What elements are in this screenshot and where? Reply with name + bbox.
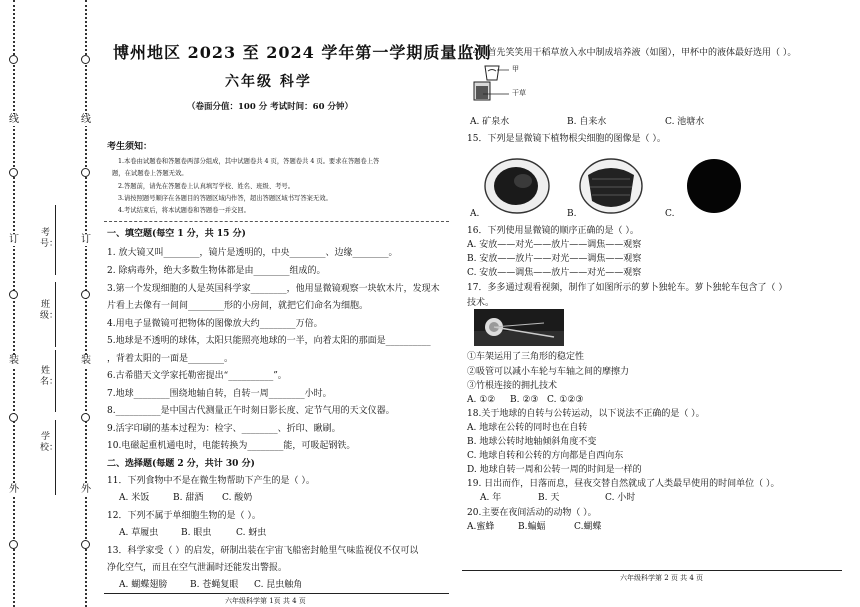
- school-label: 学校：: [40, 432, 59, 453]
- q12-option-c: C. 蚜虫: [236, 528, 267, 538]
- fig-label-straw: 干草: [512, 89, 526, 97]
- dotted-cut-line: [13, 0, 15, 607]
- question-15: 15．下列是显微镜下植物根尖细胞的图像是（ ）。: [467, 134, 666, 144]
- section-fill-heading: 一、填空题(每空 1 分，共 15 分): [107, 229, 246, 239]
- q18-option-a: A. 地球在公转的同时也在自转: [467, 423, 588, 433]
- binding-label: 线: [9, 114, 19, 125]
- binding-label: 外: [81, 484, 91, 495]
- exam-title: 博州地区 2023 至 2024 学年第一学期质量监测: [113, 43, 492, 62]
- question-3: 3.第一个发现细胞的人是英国科学家________，他用显微镜观察一块软木片，发现木: [107, 284, 440, 294]
- q14-option-b: B. 自来水: [567, 117, 607, 127]
- punch-hole: [9, 290, 18, 299]
- exam-subject: 六年级 科学: [225, 74, 312, 90]
- q17-statement-3: ③竹根连接的拥扎技术: [467, 381, 558, 391]
- q17-statement-1: ①车架运用了三角形的稳定性: [467, 352, 585, 362]
- notice-line: 2.答题前，请先在答题卷上认真填写学校、姓名、班级、考号。: [118, 182, 295, 190]
- q17-option-a: A. ①②: [467, 395, 496, 405]
- cell-image-c: [684, 157, 744, 215]
- punch-hole: [81, 540, 90, 549]
- notice-line: 4.考试结束后，将本试题卷和答题卷一并交回。: [118, 207, 250, 215]
- question-12: 12．下列不属于单细胞生物的是（ ）。: [107, 511, 261, 521]
- footer-rule-right: [462, 570, 842, 571]
- class-field[interactable]: [55, 282, 56, 347]
- q16-option-a: A. 安放——对光——放片——调焦——观察: [467, 240, 642, 250]
- notice-line: 题，在试题卷上答题无效。: [112, 170, 188, 178]
- binding-label: 装: [9, 355, 19, 366]
- q17-option-b: B. ②③: [510, 395, 539, 405]
- school-field[interactable]: [55, 420, 56, 495]
- question-17: 17．多多通过观看视频，制作了如图所示的萝卜独轮车。萝卜独轮车包含了（ ）: [467, 283, 788, 293]
- question-9: 9.活字印刷的基本过程为：检字、________、折印、瞅刷。: [107, 424, 341, 434]
- punch-hole: [9, 413, 18, 422]
- footer-left: 六年级科学第 1页 共 4 页: [225, 597, 306, 605]
- question-3-cont: 片看上去像有一间间________形的小房间，就把它们命名为细胞。: [107, 301, 369, 311]
- q11-option-a: A. 米饭: [119, 493, 150, 503]
- binding-strip: [0, 0, 95, 607]
- question-20: 20.主要在夜间活动的动物（ ）。: [467, 508, 597, 518]
- punch-hole: [9, 540, 18, 549]
- q19-option-c: C. 小时: [605, 493, 636, 503]
- cell-image-a: [483, 157, 551, 215]
- question-6: 6.古希腊天文学家托勒密提出“__________”。: [107, 371, 287, 381]
- q18-option-d: D. 地球自转一周和公转一周的时间是一样的: [467, 465, 642, 475]
- q13-option-a: A. 蝴蝶翅膀: [119, 580, 168, 590]
- binding-label: 装: [81, 355, 91, 366]
- punch-hole: [9, 55, 18, 64]
- class-label: 班级：: [40, 300, 59, 321]
- question-1: 1. 放大镜又叫________，镜片是透明的，中央________、边缘________。: [107, 248, 398, 258]
- q13-option-c: C. 昆虫触角: [254, 580, 303, 590]
- q13-option-b: B. 苍蝇复眼: [190, 580, 239, 590]
- dotted-cut-line: [85, 0, 87, 607]
- q17-option-c: C. ①②③: [547, 395, 584, 405]
- question-8: 8.__________是中国古代测量正午时刻日影长度、定节气用的天文仪器。: [107, 406, 395, 416]
- q14-option-c: C. 池塘水: [665, 117, 705, 127]
- notice-line: 1.本卷由试题卷和答题卷两部分组成，其中试题卷共 4 页，答题卷共 4 页。要求在答题卷上答: [118, 158, 380, 165]
- q19-option-b: B. 天: [538, 493, 560, 503]
- fig-label-jia: 甲: [512, 65, 519, 73]
- question-11: 11．下列食物中不是在微生物帮助下产生的是（ ）。: [107, 476, 315, 486]
- footer-rule-left: [104, 593, 449, 594]
- name-label: 姓名：: [40, 366, 59, 387]
- binding-label: 线: [81, 114, 91, 125]
- question-5: 5.地球是不透明的球体，太阳只能照亮地球的一半，向着太阳的那面是__________: [107, 336, 431, 346]
- q16-option-b: B. 安放——放片——对光——调焦——观察: [467, 254, 642, 264]
- notice-heading: 考生须知：: [107, 142, 153, 152]
- cell-image-b: [578, 157, 644, 215]
- radish-wheelbarrow-photo: [474, 309, 564, 346]
- q15-option-a: A.: [470, 209, 480, 219]
- punch-hole: [81, 55, 90, 64]
- q12-option-a: A. 草履虫: [119, 528, 159, 538]
- punch-hole: [81, 413, 90, 422]
- question-17-cont: 技术。: [467, 298, 495, 308]
- q12-option-b: B. 眼虫: [181, 528, 212, 538]
- punch-hole: [81, 290, 90, 299]
- question-19: 19. 日出而作，日落而息，昼夜交替自然就成了人类最早使用的时间单位（ ）。: [467, 479, 780, 489]
- question-5-cont: ，背着太阳的一面是________。: [107, 354, 234, 364]
- question-2: 2. 除病毒外，绝大多数生物体都是由________组成的。: [107, 266, 326, 276]
- q19-option-a: A. 年: [480, 493, 502, 503]
- q17-statement-2: ②吸管可以减小车轮与车轴之间的摩擦力: [467, 367, 630, 377]
- binding-label: 订: [9, 234, 19, 245]
- q20-option-b: B.蝙蝠: [518, 522, 546, 532]
- question-16: 16．下列使用显微镜的顺序正确的是（ ）。: [467, 226, 639, 236]
- notice-divider: [104, 221, 449, 222]
- q16-option-c: C. 安放——调焦——放片——对光——观察: [467, 268, 642, 278]
- q11-option-b: B. 甜酒: [173, 493, 204, 503]
- q18-option-c: C. 地球自转和公转的方向都是自西向东: [467, 451, 624, 461]
- question-7: 7.地球________围绕地轴自转，自转一周________小时。: [107, 389, 332, 399]
- q20-option-c: C.蝴蝶: [574, 522, 602, 532]
- question-18: 18.关于地球的自转与公转运动，以下说法不正确的是（ ）。: [467, 409, 705, 419]
- q11-option-c: C. 酸奶: [222, 493, 253, 503]
- question-13-cont: 净化空气，而且在空气泄漏时还能发出警报。: [107, 563, 288, 573]
- punch-hole: [9, 168, 18, 177]
- exam-number-field[interactable]: [55, 205, 56, 275]
- exam-number-label: 考号：: [40, 228, 59, 249]
- q20-option-a: A.蜜蜂: [467, 522, 495, 532]
- question-10: 10.电磁起重机通电时，电能转换为________能，可吸起钢铁。: [107, 441, 356, 451]
- q18-option-b: B. 地球公转时地轴倾斜角度不变: [467, 437, 597, 447]
- question-4: 4.用电子显微镜可把物体的图像放大约________万倍。: [107, 319, 323, 329]
- q15-option-c: C.: [665, 209, 675, 219]
- notice-body: [112, 156, 380, 217]
- beaker-figure: [471, 60, 531, 106]
- footer-right: 六年级科学第 2 页 共 4 页: [620, 574, 704, 582]
- binding-label: 外: [9, 484, 19, 495]
- question-13: 13．科学家受（ ）的启发，研制出装在宇宙飞船密封舱里气味监视仪不仅可以: [107, 546, 419, 556]
- question-14: 14．首先笑笑用干稻草放入水中制成培养液（如图），甲杯中的液体最好选用（ ）。: [467, 48, 797, 58]
- punch-hole: [81, 168, 90, 177]
- notice-line: 3.请按照题号顺序在各题目的答题区域内作答，超出答题区域书写答案无效。: [118, 194, 332, 202]
- section-choice-heading: 二、选择题(每题 2 分，共计 30 分): [107, 459, 255, 469]
- exam-score-info: （卷面分值：100 分 考试时间：60 分钟）: [187, 102, 353, 112]
- q14-option-a: A. 矿泉水: [470, 117, 510, 127]
- binding-label: 订: [81, 234, 91, 245]
- q15-option-b: B.: [567, 209, 577, 219]
- name-field[interactable]: [55, 350, 56, 412]
